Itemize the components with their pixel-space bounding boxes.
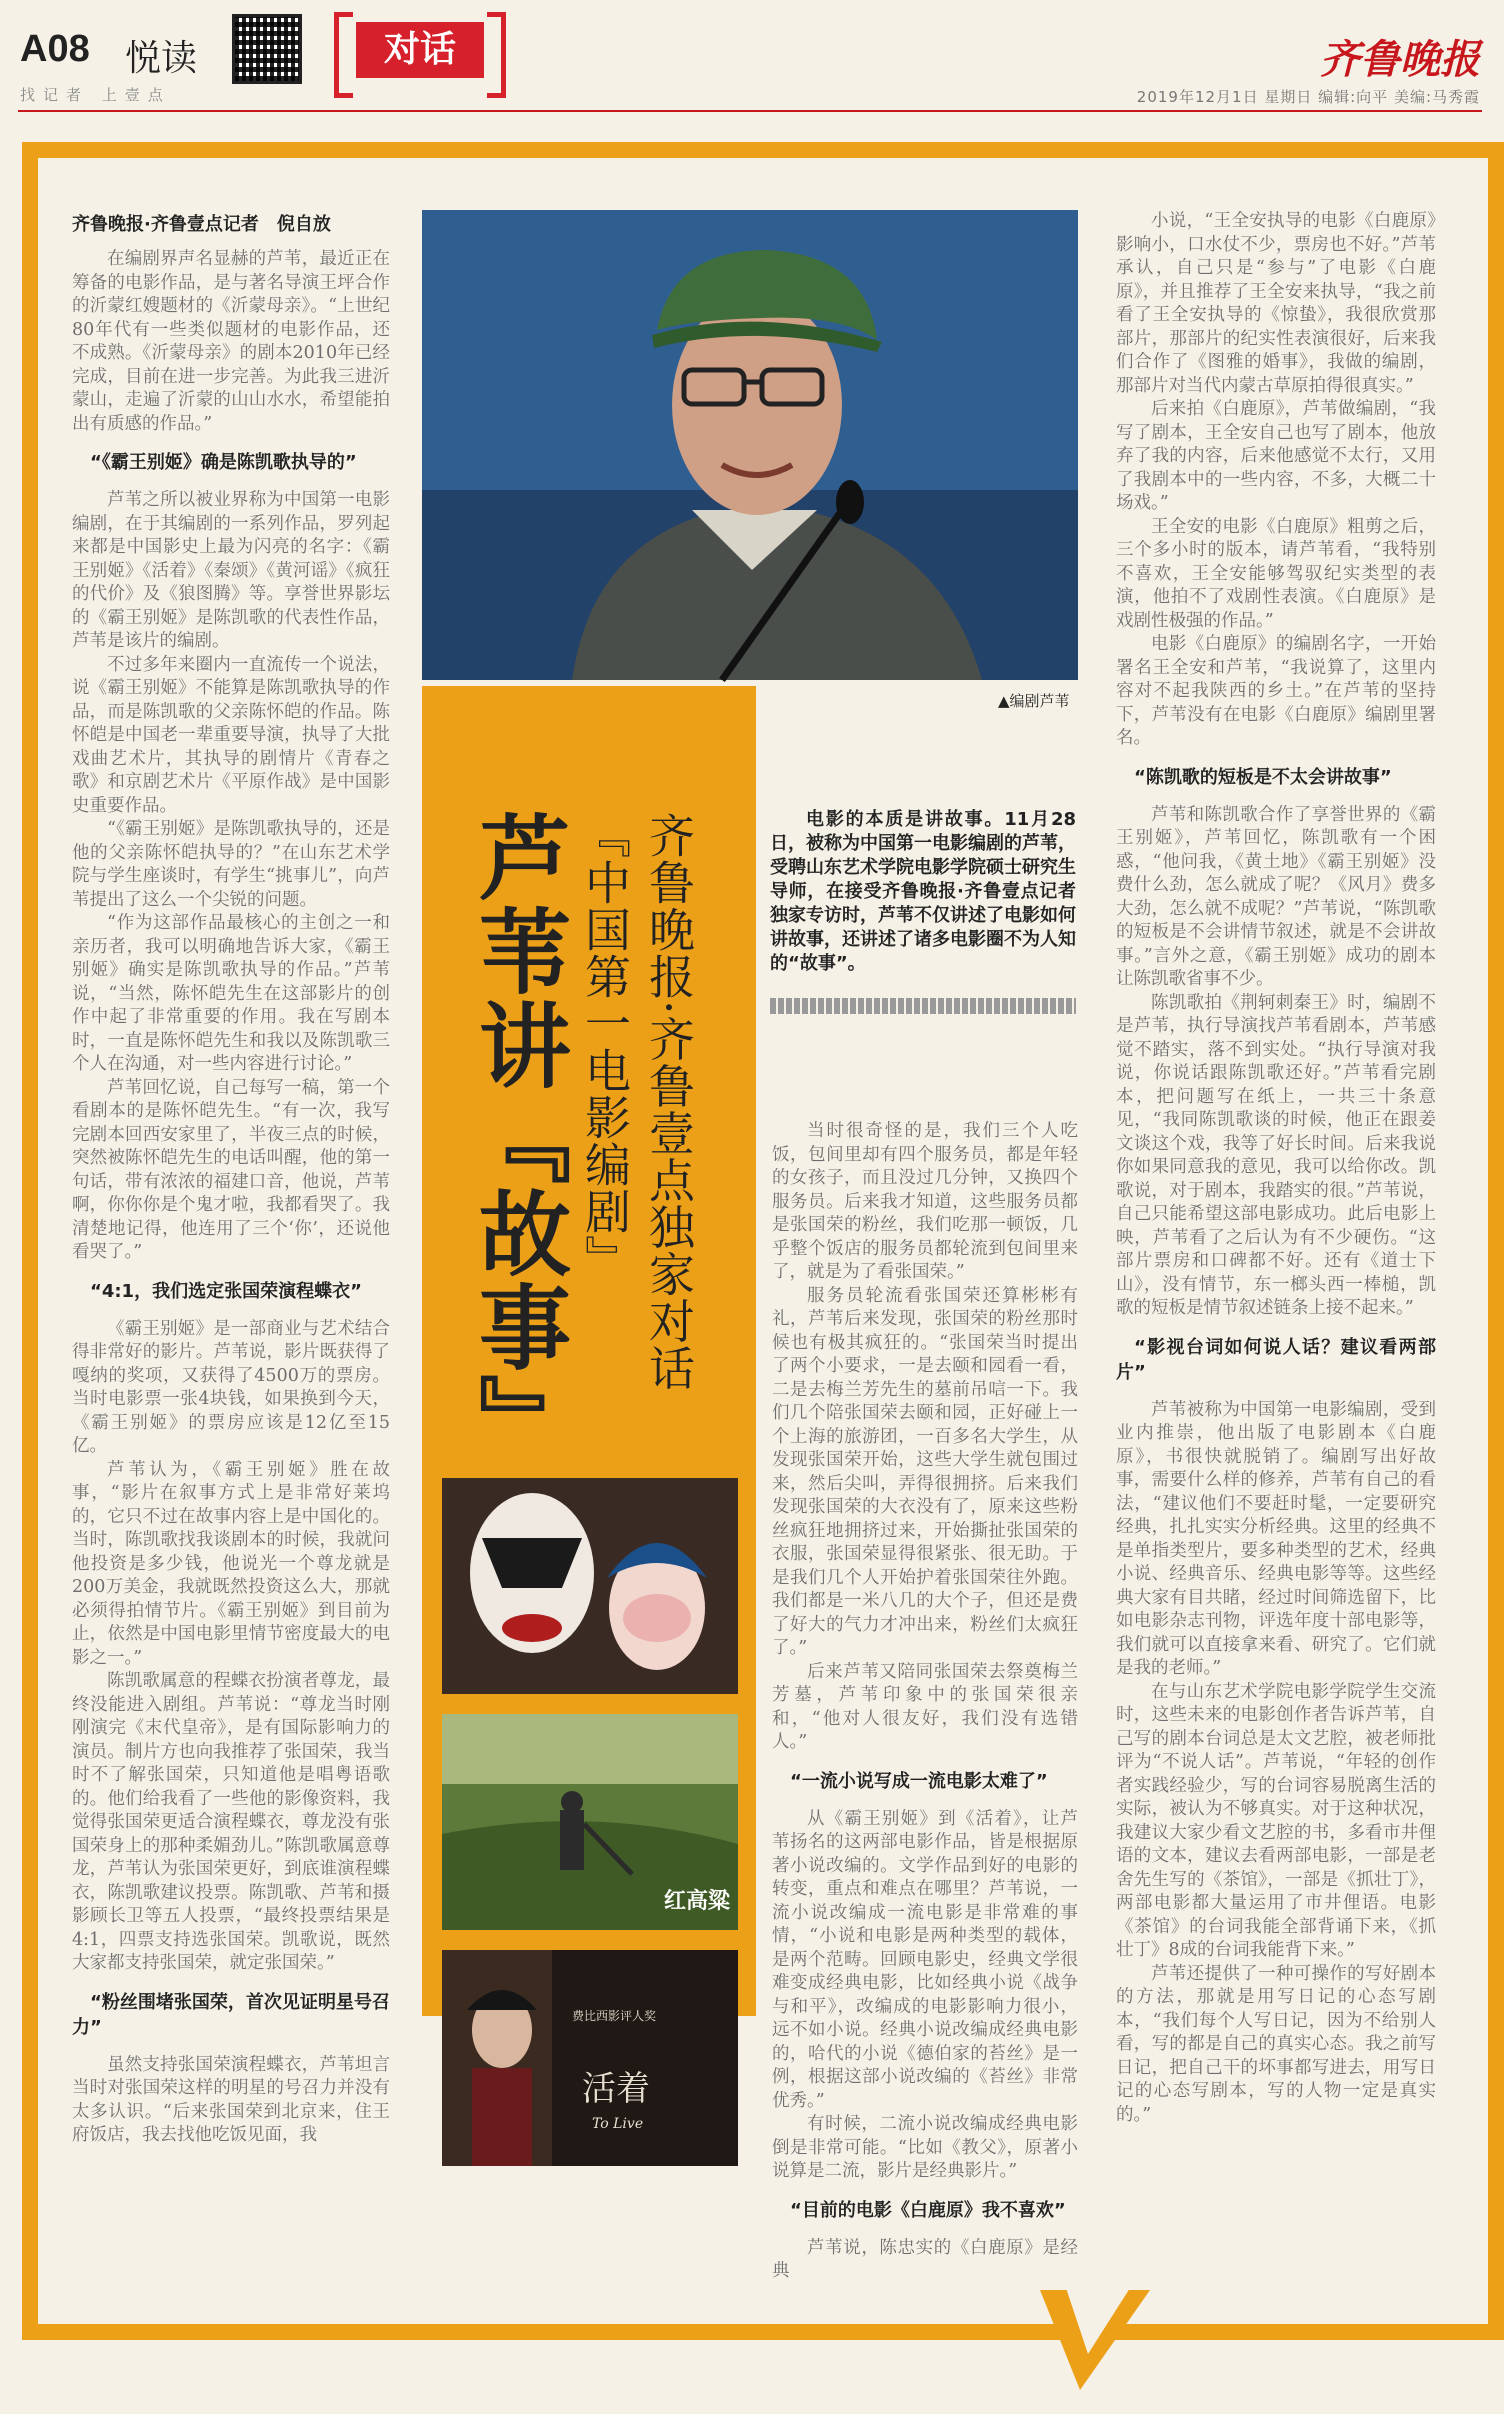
section-heading: “目前的电影《白鹿原》我不喜欢” <box>790 2199 1066 2221</box>
bracket-right-icon <box>487 12 506 98</box>
newspaper-logo: 齐鲁晚报 <box>1320 36 1480 83</box>
body-paragraph: 有时候，二流小说改编成经典电影倒是非常可能。“比如《教父》，原著小说算是二流，影片是经典影片。” <box>772 2114 1078 2181</box>
body-paragraph: 芦苇还提供了一种可操作的写好剧本的方法，那就是用写日记的心态写剧本，“我们每个人写日记，因为不给别人看，写的都是自己的真实心态。我之前写日记，把自己干的坏事都写进去，用写日记的心态写剧本，写的人物一定是真实的。” <box>1116 1963 1436 2125</box>
section-heading: “陈凯歌的短板是不太会讲故事” <box>1134 766 1392 788</box>
kicker: 齐鲁晚报·齐鲁壹点独家对话 <box>642 812 696 1392</box>
section-subtitle: 找记者 上壹点 <box>20 86 171 104</box>
poster-title: 活着 <box>582 2069 650 2109</box>
body-paragraph: 王全安的电影《白鹿原》粗剪之后，三个多小时的版本，请芦苇看，“我特别不喜欢，王全安能够驾驭纪实类型的表演，他拍不了戏剧性表演。《白鹿原》是戏剧性极强的作品。” <box>1116 516 1436 631</box>
opera-faces-image <box>442 1478 738 1694</box>
qr-code-icon <box>232 14 302 84</box>
body-paragraph: 芦苇回忆说，自己每写一稿，第一个看剧本的是陈怀皑先生。“有一次，我写完剧本回西安家里了，半夜三点的时候，突然被陈怀皑先生的电话叫醒，他的第一句话，带有浓浓的福建口音，他说，芦苇啊，你你你是个鬼才啦，我都看哭了。我清楚地记得，他连用了三个‘你’，还说他看哭了。” <box>72 1077 390 1262</box>
headline: 芦苇讲『故事』 <box>464 810 572 1468</box>
body-paragraph: 《霸王别姬》是一部商业与艺术结合得非常好的影片。芦苇说，影片既获得了嘎纳的奖项，又获得了4500万的票房。当时电影票一张4块钱，如果换到今天，《霸王别姬》的票房应该是12亿至15亿。 <box>72 1318 390 1456</box>
body-paragraph: 陈凯歌属意的程蝶衣扮演者尊龙，最终没能进入剧组。芦苇说：“尊龙当时刚刚演完《末代皇帝》，是有国际影响力的演员。制片方也向我推荐了张国荣，我当时不了解张国荣，只知道他是唱粤语歌的。他们给我看了一些他的影像资料，我觉得张国荣更适合演程蝶衣，尊龙没有张国荣身上的那种柔媚劲儿。”陈凯歌属意尊龙，芦苇认为张国荣更好，到底谁演程蝶衣，陈凯歌建议投票。陈凯歌、芦苇和摄影顾长卫等五人投票，“最终投票结果是4:1，四票支持选张国荣。凯歌说，既然大家都支持张国荣，就定张国荣。” <box>72 1671 390 1973</box>
body-paragraph: 芦苇被称为中国第一电影编剧，受到业内推崇，他出版了电影剧本《白鹿原》，书很快就脱销了。编剧写出好故事，需要什么样的修养，芦苇有自己的看法，“建议他们不要赶时髦，一定要研究经典，扎扎实实分析经典。这里的经典不是单指类型片，要多种类型的艺术，经典小说、经典音乐、经典电影等等。这些经典大家有目共睹，经过时间筛选留下，比如电影杂志刊物，评选年度十部电影等，我们就可以直接拿来看、研究了。它们就是我的老师。” <box>1116 1399 1436 1678</box>
topic-tag: 对话 <box>356 22 484 78</box>
section-heading: “粉丝围堵张国荣，首次见证明星号召力” <box>72 1991 390 2038</box>
body-paragraph: 虽然支持张国荣演程蝶衣，芦苇坦言当时对张国荣这样的明星的号召力并没有太多认识。“后来张国荣到北京来，住王府饭店，我去找他吃饭见面，我 <box>72 2054 390 2145</box>
header-rule <box>18 110 1482 112</box>
photo-caption: ▲编剧芦苇 <box>998 692 1070 710</box>
body-paragraph: 从《霸王别姬》到《活着》，让芦苇扬名的这两部电影作品，皆是根据原著小说改编的。文学作品到好的电影的转变，重点和难点在哪里？芦苇说，一流小说改编成一流电影是非常难的事情，“小说和电影是两种类型的载体，是两个范畴。回顾电影史，经典文学很难变成经典电影，比如经典小说《战争与和平》，改编成的电影影响力很小，远不如小说。经典小说改编成经典电影的，哈代的小说《德伯家的苔丝》是一例，根据这部小说改编的《苔丝》非常优秀。” <box>772 1808 1078 2111</box>
to-live-poster <box>442 1950 738 2166</box>
article-column-1 <box>72 210 390 2260</box>
poster-subtitle: To Live <box>592 2116 644 2132</box>
lead-paragraph <box>770 808 1076 976</box>
body-paragraph: 不过多年来圈内一直流传一个说法，说《霸王别姬》不能算是陈凯歌执导的作品，而是陈凯歌的父亲陈怀皑的作品。陈怀皑是中国老一辈重要导演，执导了大批戏曲艺术片，其执导的剧情片《青春之歌》和京剧艺术片《平原作战》是中国影史重要作品。 <box>72 654 390 816</box>
body-paragraph: 服务员轮流看张国荣还算彬彬有礼，芦苇后来发现，张国荣的粉丝那时候也有极其疯狂的。“张国荣当时提出了两个小要求，一是去颐和园看一看，二是去梅兰芳先生的墓前吊唁一下。我们几个陪张国荣去颐和园，正好碰上一个上海的旅游团，一百多名大学生，从发现张国荣开始，这些大学生就包围过来，然后尖叫，弄得很拥挤。后来我们发现张国荣的大衣没有了，原来这些粉丝疯狂地拥挤过来，开始撕扯张国荣的衣服，张国荣显得很紧张、很无助。于是我们几个人开始护着张国荣往外跑。我们都是一米八几的大个子，但还是费了好大的气力才冲出来，粉丝们太疯狂了。” <box>772 1285 1078 1658</box>
subtitle: 『中国第一电影编剧』 <box>578 812 632 1282</box>
section-heading: “《霸王别姬》确是陈凯歌执导的” <box>90 452 357 473</box>
byline: 齐鲁晚报·齐鲁壹点记者 倪自放 <box>72 214 331 235</box>
body-paragraph: 电影《白鹿原》的编剧名字，一开始署名王全安和芦苇，“我说算了，这里内容对不起我陕西的乡土。”在芦苇的坚持下，芦苇没有在电影《白鹿原》编剧里署名。 <box>1116 634 1436 748</box>
section-heading: “影视台词如何说人话？建议看两部片” <box>1116 1336 1436 1383</box>
article-column-3 <box>1116 210 1436 2260</box>
body-paragraph: 小说，“王全安执导的电影《白鹿原》影响小，口水仗不少，票房也不好。”芦苇承认，自己只是“参与”了电影《白鹿原》，并且推荐了王全安来执导，“我之前看了王全安执导的《惊蛰》，我很欣赏那部片，那部片的纪实性表演很好，后来我们合作了《图雅的婚事》，我做的编剧，那部片对当代内蒙古草原拍得很真实。” <box>1116 211 1436 396</box>
poster-image <box>442 1950 738 2166</box>
lead-divider <box>770 998 1076 1014</box>
portrait-photo <box>422 210 1078 680</box>
body-paragraph: 后来芦苇又陪同张国荣去祭奠梅兰芳墓，芦苇印象中的张国荣很亲和，“他对人很友好，我们没有选错人。” <box>772 1661 1078 1752</box>
dateline: 2019年12月1日 星期日 编辑:向平 美编:马秀霞 <box>1136 88 1480 106</box>
article-column-2 <box>772 1120 1078 2281</box>
body-paragraph: 芦苇认为，《霸王别姬》胜在故事，“影片在叙事方式上是非常好莱坞的，它只不过在故事内容上是中国化的。当时，陈凯歌找我谈剧本的时候，我就问他投资是多少钱，他说光一个尊龙就是200万美金，我就既然投资这么大，那就必须得拍情节片。《霸王别姬》到目前为止，依然是中国电影里情节密度最大的电影之一。” <box>72 1459 390 1668</box>
page-number: A08 <box>20 28 90 70</box>
body-paragraph: “《霸王别姬》是陈凯歌执导的，还是他的父亲陈怀皑执导的？”在山东艺术学院与学生座谈时，有学生“挑事儿”，向芦苇提出了这么一个尖锐的问题。 <box>72 819 390 910</box>
poster-tagline: 费比西影评人奖 <box>572 2009 657 2023</box>
body-paragraph: 芦苇说，陈忠实的《白鹿原》是经典 <box>772 2237 1078 2281</box>
body-paragraph: 后来拍《白鹿原》，芦苇做编剧，“我写了剧本，王全安自己也写了剧本，他放弃了我的内容，后来他感觉不太行，又用了我剧本中的一些内容，不多，大概二十场戏。” <box>1116 399 1436 513</box>
body-paragraph: “作为这部作品最核心的主创之一和亲历者，我可以明确地告诉大家，《霸王别姬》确实是陈凯歌执导的作品。”芦苇说，“当然，陈怀皑先生在这部影片的创作中起了非常重要的作用。我在写剧本时，一直是陈怀皑先生和我以及陈凯歌三个人在沟通，对一些内容进行讨论。” <box>72 913 390 1074</box>
farewell-my-concubine-still <box>442 1478 738 1694</box>
red-sorghum-label: 红高粱 <box>664 1889 731 1914</box>
red-sorghum-still <box>442 1714 738 1930</box>
section-heading: “4:1，我们选定张国荣演程蝶衣” <box>90 1280 362 1302</box>
portrait-illustration <box>422 210 1078 680</box>
body-paragraph: 在与山东艺术学院电影学院学生交流时，这些未来的电影创作者告诉芦苇，自己写的剧本台词总是太文艺腔，被老师批评为“不说人话”。芦苇说，“年轻的创作者实践经验少，写的台词容易脱离生活的实际，被认为不够真实。对于这种状况，我建议大家少看文艺腔的书，多看市井俚语的文本，建议去看两部电影，一部是老舍先生写的《茶馆》，一部是《抓壮丁》，两部电影都大量运用了市井俚语。电影《茶馆》的台词我能全部背诵下来，《抓壮丁》8成的台词我能背下来。” <box>1116 1681 1436 1960</box>
body-paragraph: 芦苇之所以被业界称为中国第一电影编剧，在于其编剧的一系列作品，罗列起来都是中国影史上最为闪亮的名字：《霸王别姬》《活着》《秦颂》《黄河谣》《疯狂的代价》及《狼图腾》等。享誉世界影坛的《霸王别姬》是陈凯歌的代表性作品，芦苇是该片的编剧。 <box>72 490 390 651</box>
section-heading: “一流小说写成一流电影太难了” <box>790 1770 1048 1792</box>
field-scene-image <box>442 1714 738 1930</box>
body-paragraph: 陈凯歌拍《荆轲刺秦王》时，编剧不是芦苇，执行导演找芦苇看剧本，芦苇感觉不踏实，落不到实处。“执行导演对我说，你说话跟陈凯歌还好。”芦苇看完剧本，把问题写在纸上，一共三十条意见，“我同陈凯歌谈的时候，他正在跟姜文谈这个戏，我等了好长时间。后来我说你如果同意我的意见，我可以给你改。凯歌说，对于剧本，我踏实的很。”芦苇说，自己只能希望这部电影成功。此后电影上映，芦苇看了之后认为有不少硬伤。“这部片票房和口碑都不好。还有《道士下山》，没有情节，东一榔头西一棒槌，凯歌的短板是情节叙述链条上接不起来。” <box>1116 992 1436 1318</box>
speech-bubble-tail-inner <box>1066 2288 1130 2354</box>
body-paragraph: 在编剧界声名显赫的芦苇，最近正在筹备的电影作品，是与著名导演王坪合作的沂蒙红嫂题材的《沂蒙母亲》。“上世纪80年代有一些类似题材的电影作品，还不成熟。《沂蒙母亲》的剧本2010年已经完成，目前在进一步完善。为此我三进沂蒙山，走遍了沂蒙的山山水水，希望能拍出有质感的作品。” <box>72 249 390 434</box>
section-title: 悦读 <box>125 38 198 79</box>
topic-tag-wrapper <box>334 12 506 88</box>
body-paragraph: 芦苇和陈凯歌合作了享誉世界的《霸王别姬》，芦苇回忆，陈凯歌有一个困惑，“他问我，《黄土地》《霸王别姬》没费什么劲，怎么就成了呢？《风月》费多大劲，怎么就不成呢？”芦苇说，“陈凯歌的短板是不会讲情节叙述，就是不会讲故事。”言外之意，《霸王别姬》成功的剧本让陈凯歌省事不少。 <box>1116 804 1436 989</box>
lead-text: 电影的本质是讲故事。11月28日，被称为中国第一电影编剧的芦苇，受聘山东艺术学院电影学院硕士研究生导师，在接受齐鲁晚报·齐鲁壹点记者独家专访时，芦苇不仅讲述了电影如何讲故事，还讲述了诸多电影圈不为人知的“故事”。 <box>770 809 1076 974</box>
bracket-left-icon <box>334 12 353 98</box>
body-paragraph: 当时很奇怪的是，我们三个人吃饭，包间里却有四个服务员，都是年轻的女孩子，而且没过几分钟，又换四个服务员。后来我才知道，这些服务员都是张国荣的粉丝，我们吃那一顿饭，几乎整个饭店的服务员都轮流到包间里来了，就是为了看张国荣。” <box>772 1121 1078 1282</box>
